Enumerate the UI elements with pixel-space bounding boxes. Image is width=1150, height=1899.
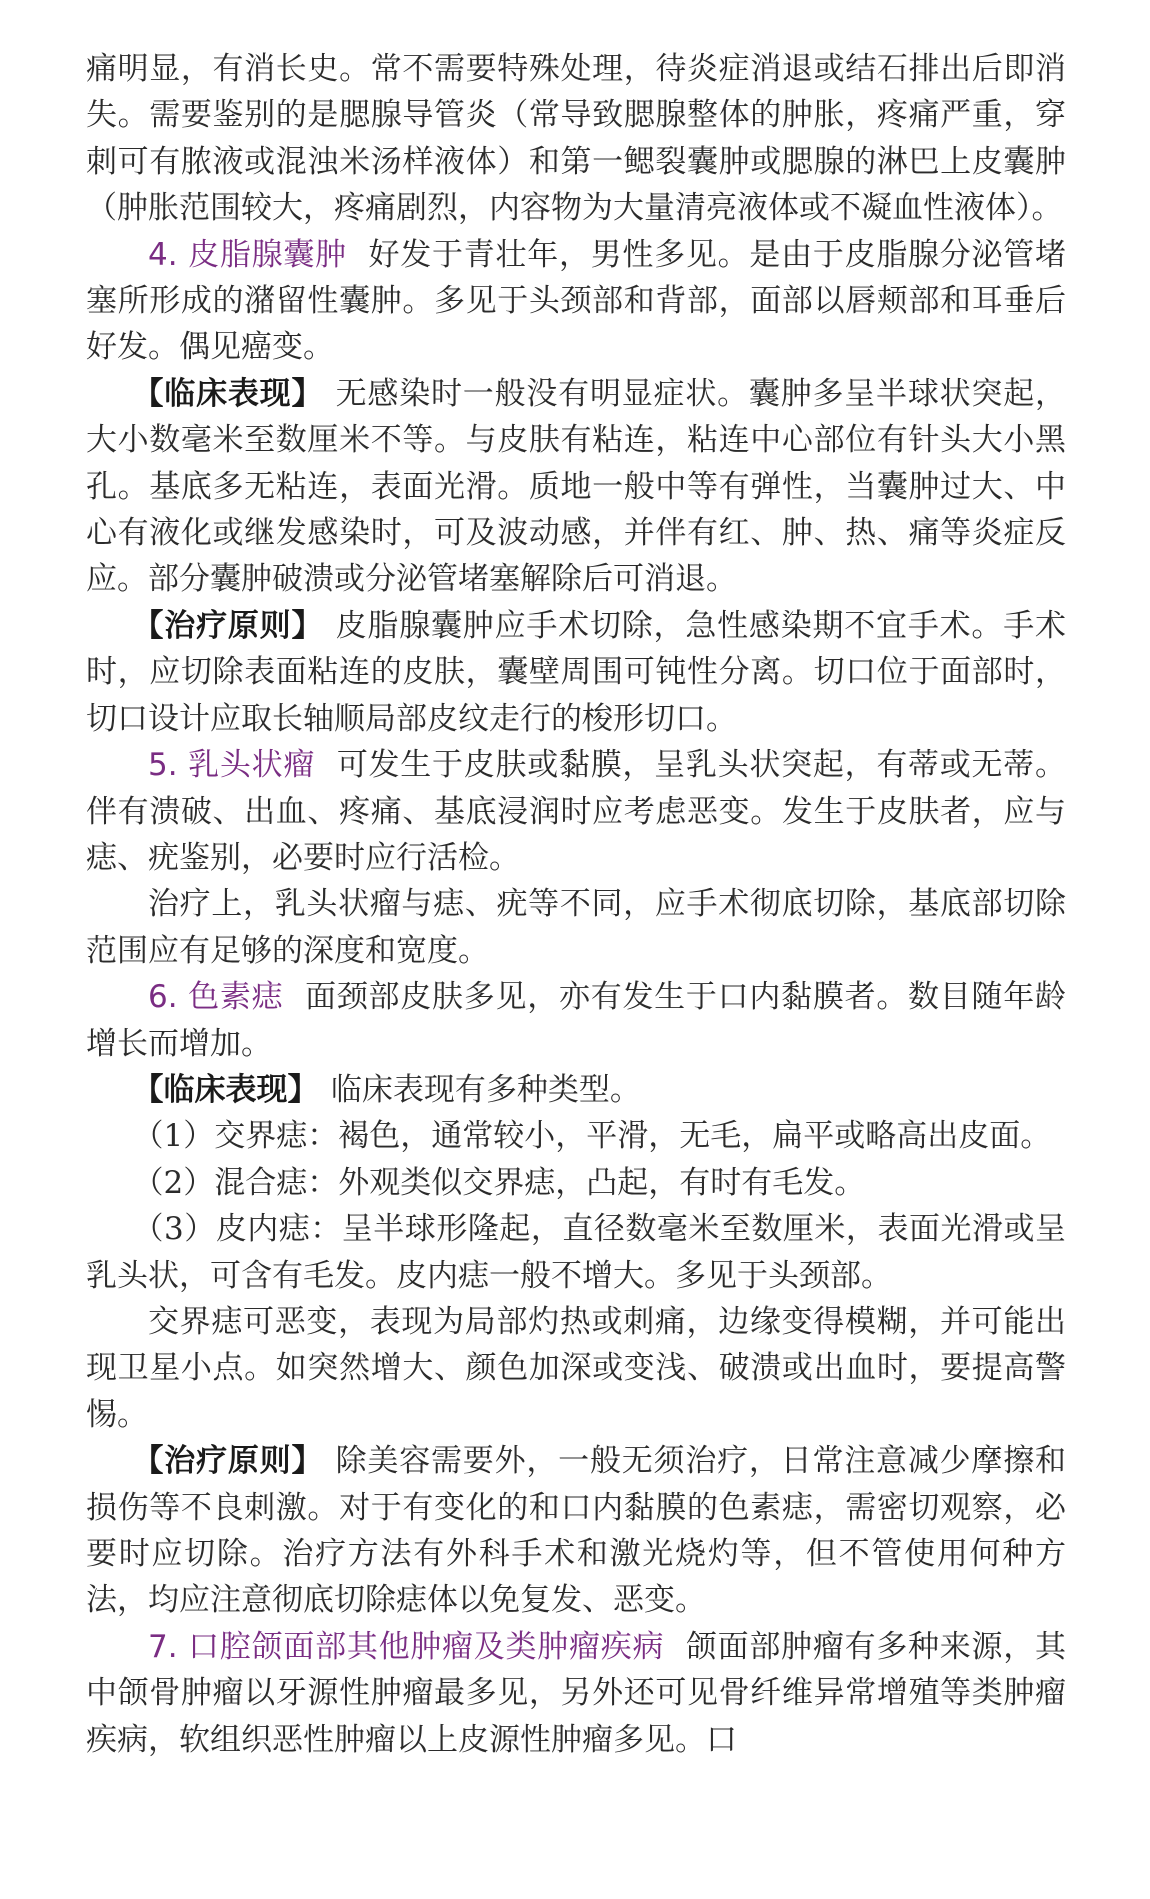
- section-papilloma: [86, 742, 1066, 881]
- nevus-clinical-manifestation: [86, 1067, 1066, 1113]
- section-pigmented-nevus: [86, 974, 1066, 1067]
- paragraph-gland-differential: [86, 46, 1066, 232]
- section-heading: 4. 皮脂腺囊肿: [148, 236, 347, 273]
- sebaceous-clinical-manifestation: [86, 371, 1066, 603]
- paragraph-text: （3）皮内痣：呈半球形隆起，直径数毫米至数厘米，表面光滑或呈乳头状，可含有毛发。皮内痣一般不增大。多见于头颈部。: [86, 1211, 1066, 1294]
- nevus-type-2: [86, 1160, 1066, 1206]
- paragraph-text: 可发生于皮肤或黏膜，呈乳头状突起，有蒂或无蒂。伴有溃破、出血、疼痛、基底浸润时应考虑恶变。发生于皮肤者，应与痣、疣鉴别，必要时应行活检。: [86, 747, 1067, 876]
- paragraph-text: 好发于青壮年，男性多见。是由于皮脂腺分泌管堵塞所形成的潴留性囊肿。多见于头颈部和背部，面部以唇颊部和耳垂后好发。偶见癌变。: [86, 236, 1067, 366]
- bracket-label: 【临床表现】: [132, 375, 324, 412]
- section-heading: 5. 乳头状瘤: [148, 747, 316, 784]
- paragraph-text: 除美容需要外，一般无须治疗，日常注意减少摩擦和损伤等不良刺激。对于有变化的和口内黏膜的色素痣，需密切观察，必要时应切除。治疗方法有外科手术和激光烧灼等，但不管使用何种方法，均应注意彻底切除痣体以免复发、恶变。: [86, 1443, 1067, 1619]
- paragraph-text: 无感染时一般没有明显症状。囊肿多呈半球状突起，大小数毫米至数厘米不等。与皮肤有粘连，粘连中心部位有针头大小黑孔。基底多无粘连，表面光滑。质地一般中等有弹性，当囊肿过大、中心有液化或继发感染时，可及波动感，并伴有红、肿、热、痛等炎症反应。部分囊肿破溃或分泌管堵塞解除后可消退。: [86, 375, 1067, 598]
- bracket-label: 【治疗原则】: [132, 1443, 324, 1480]
- section-sebaceous-cyst: [86, 232, 1066, 371]
- nevus-type-3: [86, 1206, 1066, 1299]
- nevus-malignancy: [86, 1299, 1066, 1438]
- paragraph-text: 交界痣可恶变，表现为局部灼热或刺痛，边缘变得模糊，并可能出现卫星小点。如突然增大、颜色加深或变浅、破溃或出血时，要提高警惕。: [86, 1303, 1066, 1433]
- paragraph-text: 面颈部皮肤多见，亦有发生于口内黏膜者。数目随年龄增长而增加。: [86, 979, 1067, 1062]
- paragraph-text: 临床表现有多种类型。: [330, 1071, 641, 1108]
- document-page: [86, 46, 1066, 1763]
- bracket-label: 【临床表现】: [132, 1071, 319, 1108]
- section-other-tumors: [86, 1624, 1066, 1763]
- paragraph-text: 痛明显，有消长史。常不需要特殊处理，待炎症消退或结石排出后即消失。需要鉴别的是腮腺导管炎（常导致腮腺整体的肿胀，疼痛严重，穿刺可有脓液或混浊米汤样液体）和第一鳃裂囊肿或腮腺的淋巴上皮囊肿（肿胀范围较大，疼痛剧烈，内容物为大量清亮液体或不凝血性液体）。: [86, 51, 1066, 227]
- section-heading: 6. 色素痣: [148, 979, 284, 1016]
- sebaceous-treatment: [86, 603, 1066, 742]
- nevus-treatment: [86, 1438, 1066, 1624]
- paragraph-text: （2）混合痣：外观类似交界痣，凸起，有时有毛发。: [132, 1164, 866, 1201]
- paragraph-text: 治疗上，乳头状瘤与痣、疣等不同，应手术彻底切除，基底部切除范围应有足够的深度和宽度。: [86, 886, 1066, 969]
- papilloma-treatment: [86, 881, 1066, 974]
- bracket-label: 【治疗原则】: [132, 607, 324, 644]
- paragraph-text: （1）交界痣：褐色，通常较小，平滑，无毛，扁平或略高出皮面。: [132, 1118, 1052, 1155]
- section-heading: 7. 口腔颌面部其他肿瘤及类肿瘤疾病: [148, 1628, 665, 1665]
- nevus-type-1: [86, 1113, 1066, 1159]
- paragraph-text: 皮脂腺囊肿应手术切除，急性感染期不宜手术。手术时，应切除表面粘连的皮肤，囊壁周围可钝性分离。切口位于面部时，切口设计应取长轴顺局部皮纹走行的梭形切口。: [86, 607, 1067, 737]
- paragraph-text: 颌面部肿瘤有多种来源，其中颌骨肿瘤以牙源性肿瘤最多见，另外还可见骨纤维异常增殖等类肿瘤疾病，软组织恶性肿瘤以上皮源性肿瘤多见。口: [86, 1628, 1067, 1758]
